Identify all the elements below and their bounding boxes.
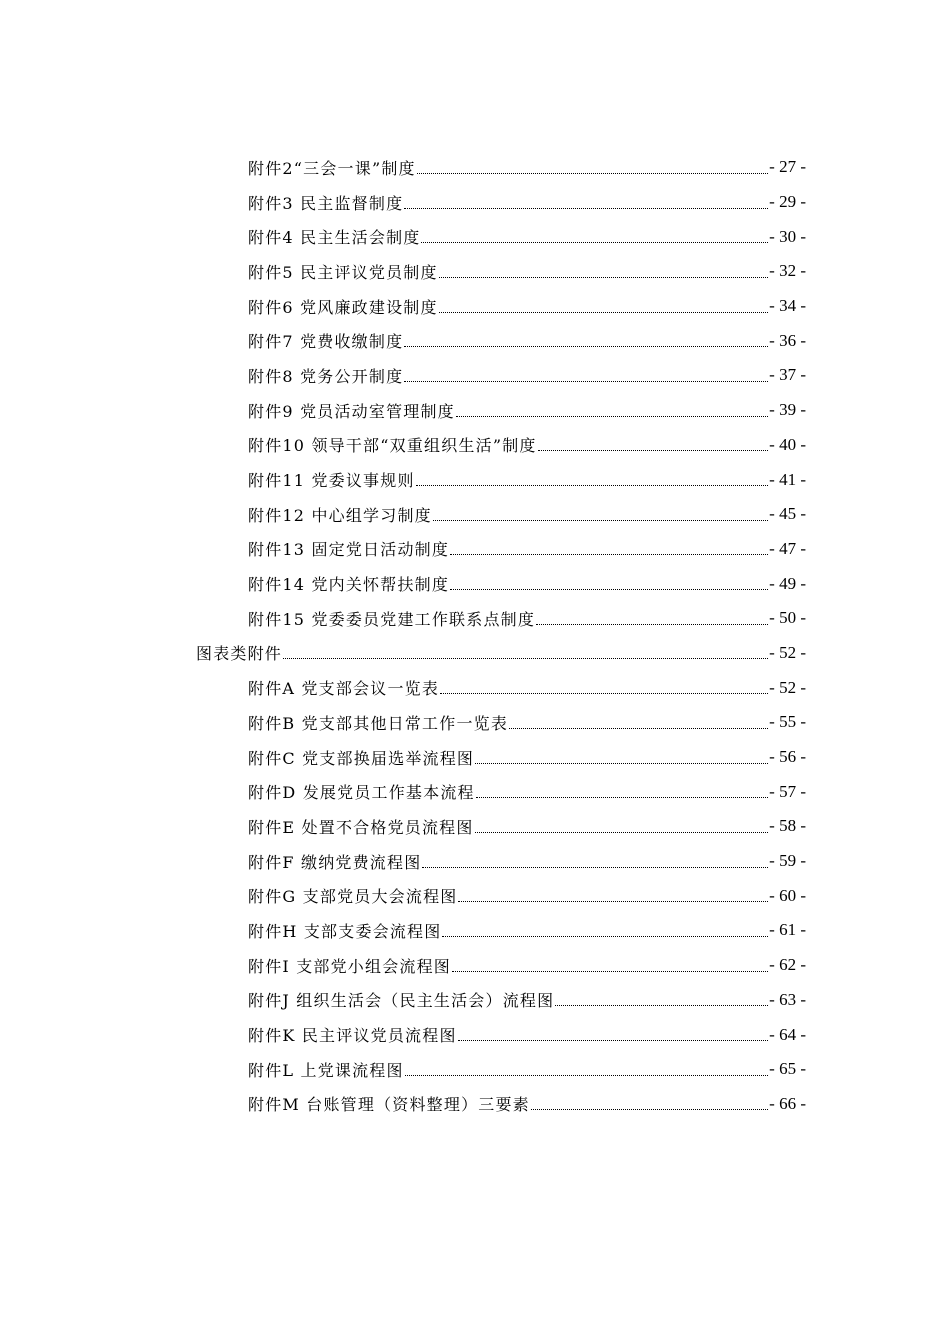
toc-entry-title: 附件15 党委委员党建工作联系点制度 [248, 609, 536, 629]
toc-entry[interactable] [0, 774, 806, 809]
toc-dot-leader [538, 450, 769, 451]
toc-entry-title: 附件B 党支部其他日常工作一览表 [248, 713, 509, 733]
toc-entry[interactable] [0, 705, 806, 740]
toc-entry-title: 附件H 支部支委会流程图 [248, 921, 442, 941]
toc-page-number: - 52 - [769, 642, 806, 662]
toc-entry-title: 附件C 党支部换届选举流程图 [248, 748, 475, 768]
toc-entry[interactable] [0, 393, 806, 428]
toc-entry-title: 附件9 党员活动室管理制度 [248, 401, 455, 421]
toc-dot-leader [442, 936, 768, 937]
toc-entry-title: 附件6 党风廉政建设制度 [248, 297, 438, 317]
toc-entry-title: 附件L 上党课流程图 [248, 1060, 404, 1080]
toc-entry[interactable] [0, 289, 806, 324]
toc-entry[interactable] [0, 219, 806, 254]
toc-entry-title: 附件12 中心组学习制度 [248, 505, 432, 525]
toc-entry[interactable] [0, 1052, 806, 1087]
toc-dot-leader [509, 728, 768, 729]
toc-entry[interactable] [0, 670, 806, 705]
toc-entry-title: 图表类附件 [196, 644, 283, 664]
toc-page-number: - 59 - [769, 851, 806, 871]
toc-entry[interactable] [0, 809, 806, 844]
toc-entry-title: 附件10 领导干部“双重组织生活”制度 [248, 436, 537, 456]
toc-dot-leader [417, 173, 768, 174]
toc-page-number: - 45 - [769, 504, 806, 524]
toc-page-number: - 49 - [769, 573, 806, 593]
toc-dot-leader [404, 346, 768, 347]
toc-entry[interactable] [0, 185, 806, 220]
toc-entry-title: 附件D 发展党员工作基本流程 [248, 783, 475, 803]
toc-dot-leader [531, 1109, 768, 1110]
toc-page-number: - 66 - [769, 1093, 806, 1113]
toc-entry[interactable] [0, 462, 806, 497]
toc-page-number: - 56 - [769, 747, 806, 767]
toc-page-number: - 30 - [769, 226, 806, 246]
toc-dot-leader [458, 1040, 769, 1041]
toc-page-number: - 52 - [769, 677, 806, 697]
toc-dot-leader [475, 832, 769, 833]
toc-entry[interactable] [0, 1017, 806, 1052]
toc-dot-leader [440, 693, 768, 694]
toc-entry-title: 附件5 民主评议党员制度 [248, 262, 438, 282]
toc-entry-title: 附件G 支部党员大会流程图 [248, 887, 458, 907]
toc-page-number: - 63 - [769, 989, 806, 1009]
toc-entry-title: 附件I 支部党小组会流程图 [248, 956, 452, 976]
toc-dot-leader [405, 1075, 768, 1076]
toc-entry[interactable] [0, 983, 806, 1018]
toc-entry[interactable] [0, 844, 806, 879]
toc-entry-title: 附件7 党费收缴制度 [248, 332, 404, 352]
toc-dot-leader [421, 242, 768, 243]
toc-dot-leader [416, 485, 769, 486]
toc-page-number: - 55 - [769, 712, 806, 732]
toc-section-heading[interactable] [0, 636, 806, 671]
toc-entry-title: 附件11 党委议事规则 [248, 471, 415, 491]
toc-page-number: - 58 - [769, 816, 806, 836]
toc-entry[interactable] [0, 566, 806, 601]
toc-page-number: - 60 - [769, 885, 806, 905]
toc-dot-leader [476, 797, 768, 798]
toc-entry-title: 附件13 固定党日活动制度 [248, 540, 450, 560]
toc-entry[interactable] [0, 601, 806, 636]
toc-page-number: - 57 - [769, 781, 806, 801]
toc-page-number: - 62 - [769, 955, 806, 975]
toc-page-number: - 37 - [769, 365, 806, 385]
toc-entry-title: 附件4 民主生活会制度 [248, 228, 421, 248]
toc-page-number: - 27 - [769, 157, 806, 177]
toc-entry-title: 附件3 民主监督制度 [248, 193, 404, 213]
toc-entry[interactable] [0, 323, 806, 358]
toc-page-number: - 32 - [769, 261, 806, 281]
toc-entry[interactable] [0, 150, 806, 185]
toc-dot-leader [439, 277, 769, 278]
table-of-contents [0, 150, 950, 1121]
toc-dot-leader [536, 624, 768, 625]
toc-page-number: - 50 - [769, 608, 806, 628]
toc-dot-leader [452, 971, 768, 972]
toc-page-number: - 41 - [769, 469, 806, 489]
toc-dot-leader [475, 763, 768, 764]
toc-entry[interactable] [0, 913, 806, 948]
toc-entry-title: 附件M 台账管理（资料整理）三要素 [248, 1095, 530, 1115]
toc-page-number: - 34 - [769, 296, 806, 316]
toc-entry[interactable] [0, 358, 806, 393]
toc-entry-title: 附件K 民主评议党员流程图 [248, 1026, 457, 1046]
toc-dot-leader [404, 208, 768, 209]
toc-entry-title: 附件8 党务公开制度 [248, 366, 404, 386]
toc-page-number: - 64 - [769, 1024, 806, 1044]
toc-dot-leader [404, 381, 768, 382]
toc-entry-title: 附件E 处置不合格党员流程图 [248, 817, 474, 837]
toc-page-number: - 39 - [769, 400, 806, 420]
toc-page-number: - 29 - [769, 192, 806, 212]
toc-entry-title: 附件2“三会一课”制度 [248, 158, 416, 178]
toc-dot-leader [458, 901, 768, 902]
toc-dot-leader [555, 1005, 768, 1006]
toc-page-number: - 40 - [769, 434, 806, 454]
toc-entry[interactable] [0, 1087, 806, 1122]
toc-entry-title: 附件A 党支部会议一览表 [248, 679, 440, 699]
toc-entry[interactable] [0, 740, 806, 775]
toc-page-number: - 36 - [769, 330, 806, 350]
toc-page-number: - 61 - [769, 920, 806, 940]
toc-entry-title: 附件F 缴纳党费流程图 [248, 852, 422, 872]
toc-page-number: - 47 - [769, 538, 806, 558]
toc-page-number: - 65 - [769, 1059, 806, 1079]
toc-dot-leader [439, 312, 769, 313]
toc-entry[interactable] [0, 254, 806, 289]
toc-dot-leader [450, 554, 768, 555]
toc-dot-leader [422, 867, 768, 868]
toc-entry[interactable] [0, 948, 806, 983]
toc-dot-leader [433, 520, 768, 521]
toc-entry[interactable] [0, 878, 806, 913]
toc-entry[interactable] [0, 497, 806, 532]
toc-entry[interactable] [0, 428, 806, 463]
toc-entry[interactable] [0, 532, 806, 567]
toc-entry-title: 附件J 组织生活会（民主生活会）流程图 [248, 991, 555, 1011]
toc-dot-leader [456, 416, 768, 417]
toc-entry-title: 附件14 党内关怀帮扶制度 [248, 575, 450, 595]
toc-dot-leader [450, 589, 768, 590]
toc-dot-leader [283, 658, 768, 659]
